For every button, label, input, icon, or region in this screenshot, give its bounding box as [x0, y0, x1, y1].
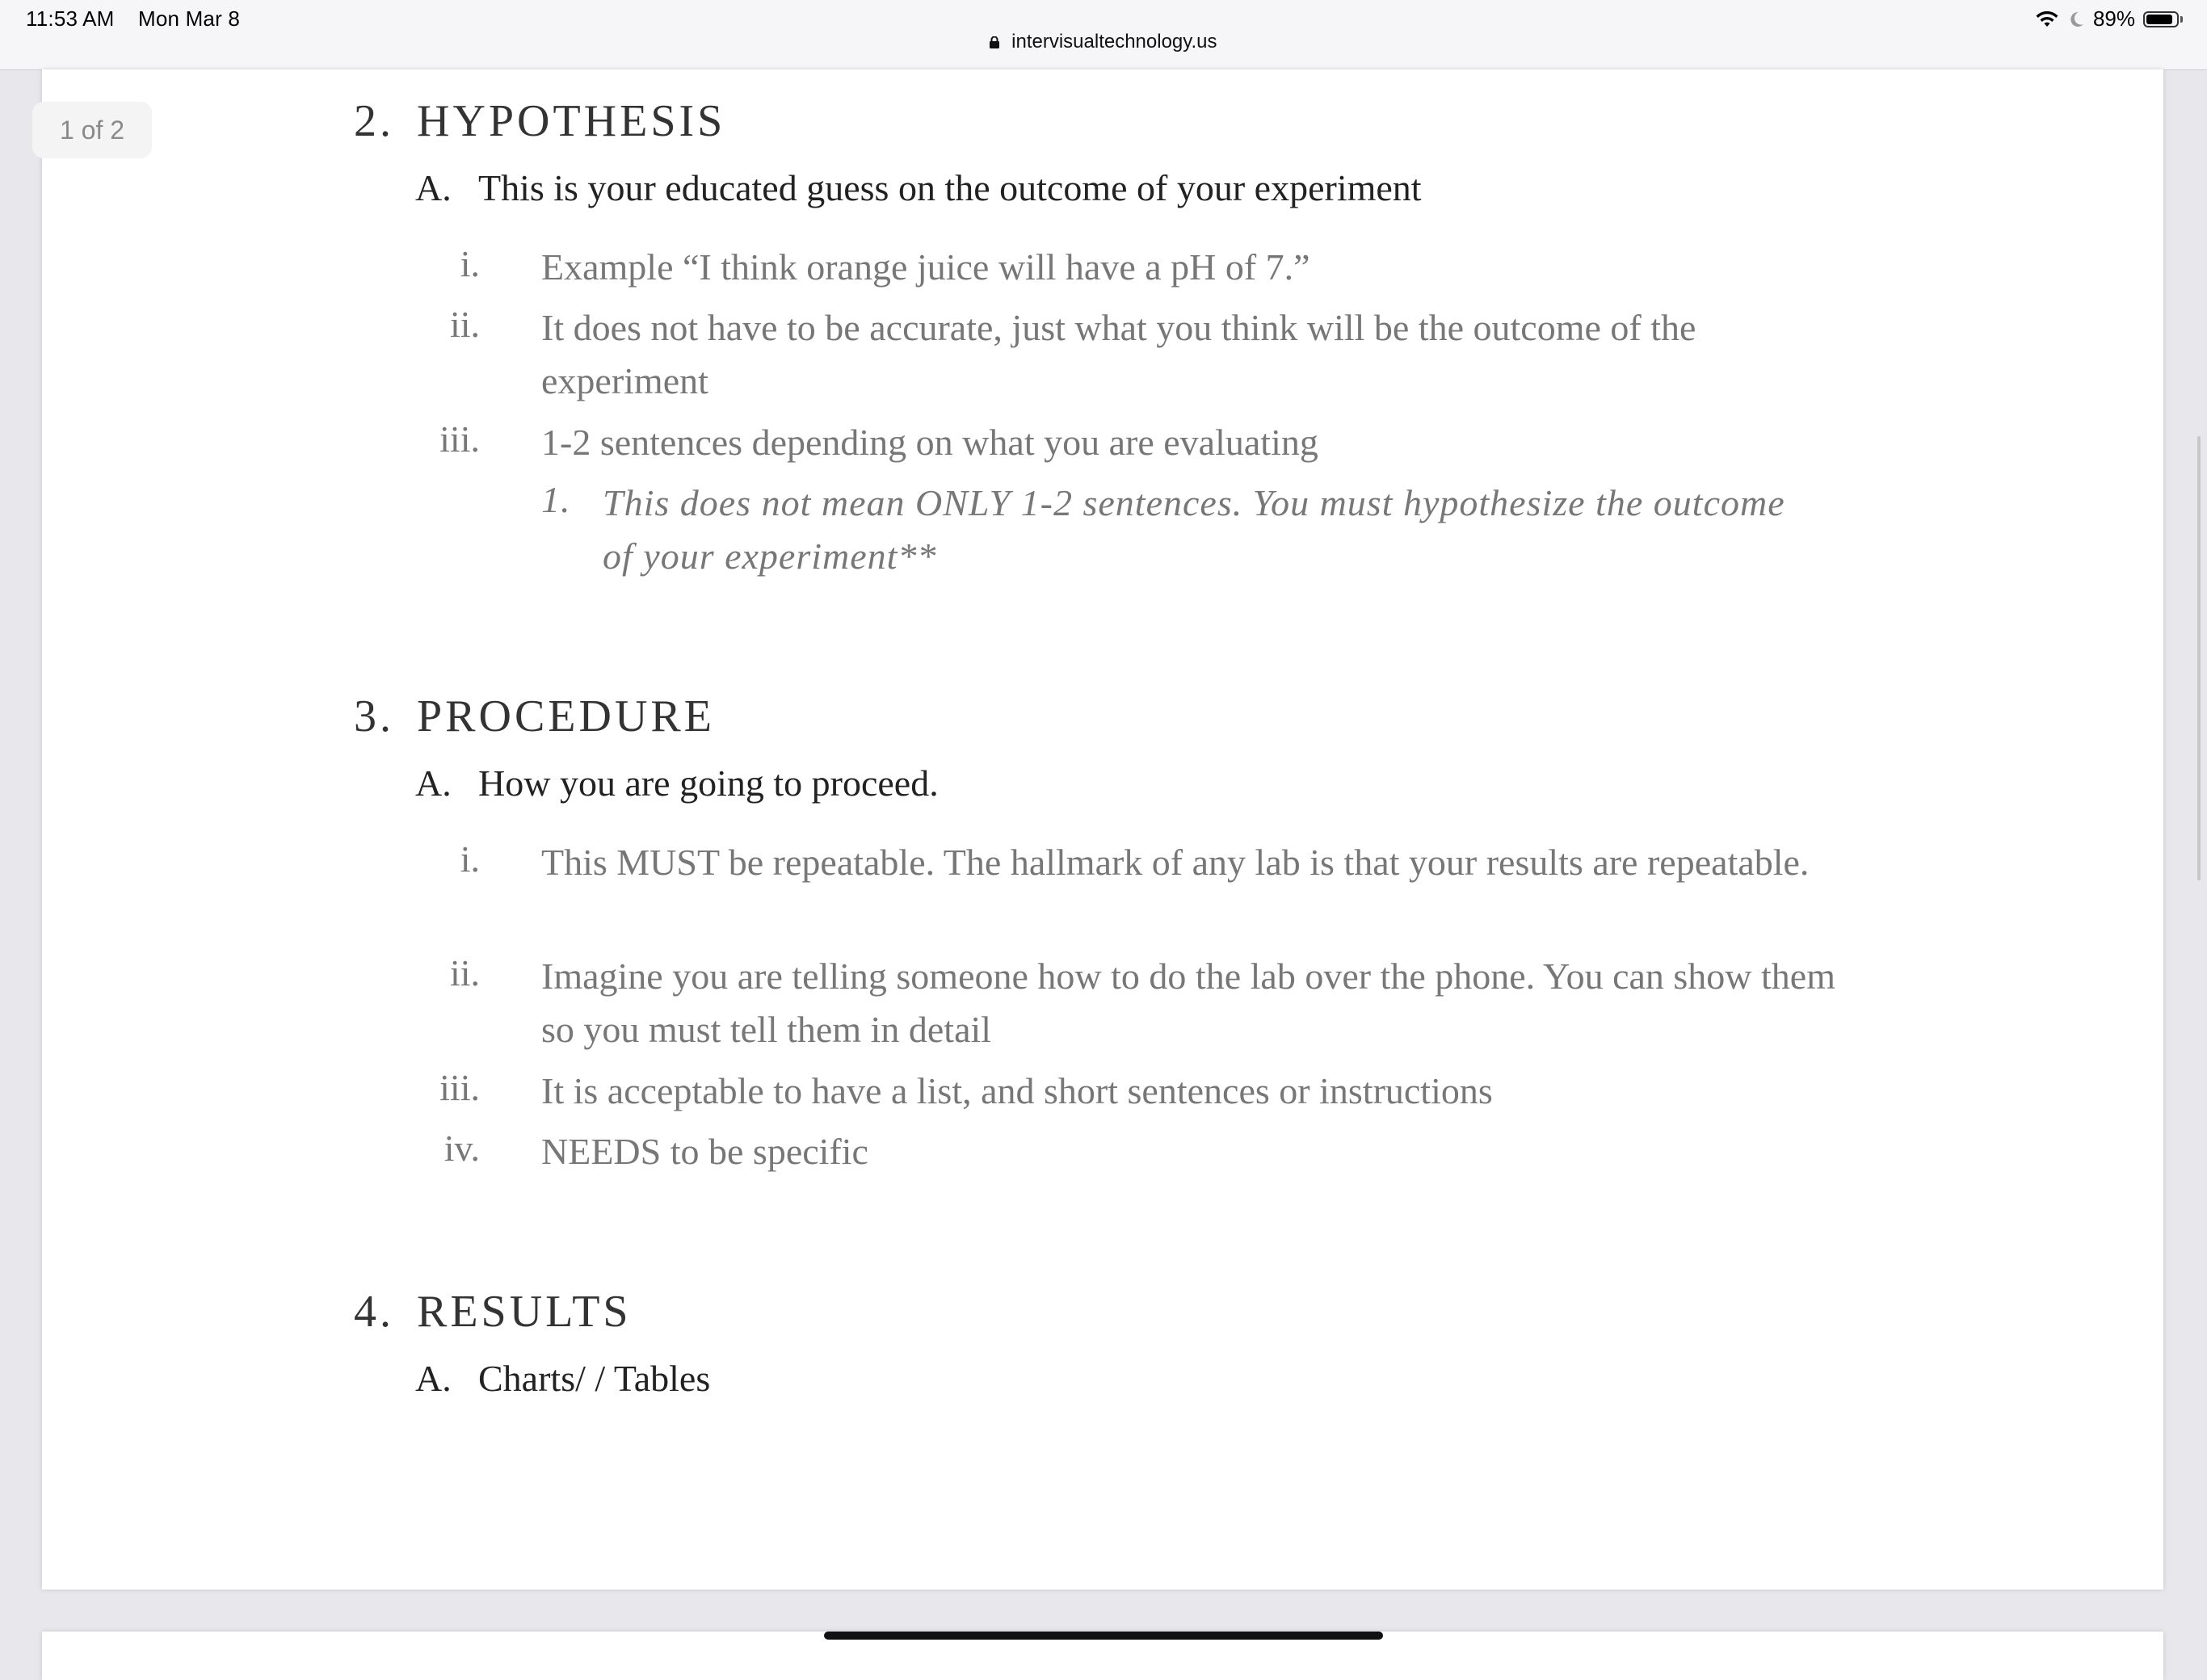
note-label: 1.: [541, 479, 571, 520]
battery-body: [2143, 11, 2179, 27]
battery-fill: [2146, 15, 2172, 24]
wifi-icon: [2035, 10, 2059, 29]
section-title: PROCEDURE: [417, 691, 715, 741]
section-item: [415, 762, 939, 804]
scrollbar[interactable]: [2197, 436, 2201, 880]
battery-tip: [2180, 16, 2183, 23]
status-time-date: [26, 6, 258, 32]
section-number: 4.: [354, 1287, 394, 1337]
subitem-text: Example “I think orange juice will have a pH of 7.”: [541, 246, 1310, 288]
subitem-text: Imagine you are telling someone how to do the lab over the phone. You can show them so you must tell them in detail: [541, 956, 1836, 1050]
home-indicator[interactable]: [824, 1632, 1383, 1640]
battery-icon: [2143, 11, 2183, 27]
subitem-text: 1-2 sentences depending on what you are evaluating: [541, 422, 1318, 463]
subitem-text: It is acceptable to have a list, and short sentences or instructions: [541, 1070, 1493, 1111]
section-item: [415, 1357, 710, 1400]
moon-icon: [2067, 10, 2085, 29]
section-number: 3.: [354, 691, 394, 741]
subitem-label: iii.: [439, 1067, 480, 1108]
page-indicator: 1 of 2: [32, 102, 152, 158]
item-label: A.: [415, 762, 452, 804]
subitem-text: This MUST be repeatable. The hallmark of any lab is that your results are repeatable.: [541, 842, 1810, 883]
section-item: [415, 166, 1422, 209]
url-text: intervisualtechnology.us: [1011, 31, 1217, 52]
section-heading: [354, 1286, 632, 1338]
section-title: RESULTS: [417, 1287, 632, 1337]
item-text: Charts/ / Tables: [478, 1358, 711, 1399]
section-number: 2.: [354, 96, 394, 146]
lock-icon: [990, 36, 999, 48]
item-label: A.: [415, 1358, 452, 1399]
subitem-label: iv.: [444, 1128, 480, 1169]
subitem-label: ii.: [449, 304, 480, 345]
url-bar[interactable]: [0, 31, 2207, 53]
item-text: This is your educated guess on the outcome of your experiment: [478, 167, 1422, 208]
subitem-text: It does not have to be accurate, just what you think will be the outcome of the experiment: [541, 307, 1696, 401]
document-page[interactable]: [42, 69, 2163, 1590]
status-indicators: [2035, 6, 2183, 32]
section-heading: [354, 691, 715, 742]
section-heading: [354, 95, 725, 147]
status-bar: [0, 0, 2207, 70]
item-text: How you are going to proceed.: [478, 762, 939, 804]
subitem-text: NEEDS to be specific: [541, 1131, 868, 1172]
subitem-label: i.: [460, 243, 480, 284]
section-title: HYPOTHESIS: [417, 96, 726, 146]
subitem-label: iii.: [439, 418, 480, 460]
status-time: 11:53 AM: [26, 6, 115, 31]
item-label: A.: [415, 167, 452, 208]
subitem-label: ii.: [449, 952, 480, 993]
battery-percent: 89%: [2092, 6, 2135, 31]
note-text: This does not mean ONLY 1-2 sentences. You must hypothesize the outcome of your experiment**: [603, 482, 1785, 577]
subitem-label: i.: [460, 838, 480, 880]
status-date: Mon Mar 8: [137, 6, 241, 31]
